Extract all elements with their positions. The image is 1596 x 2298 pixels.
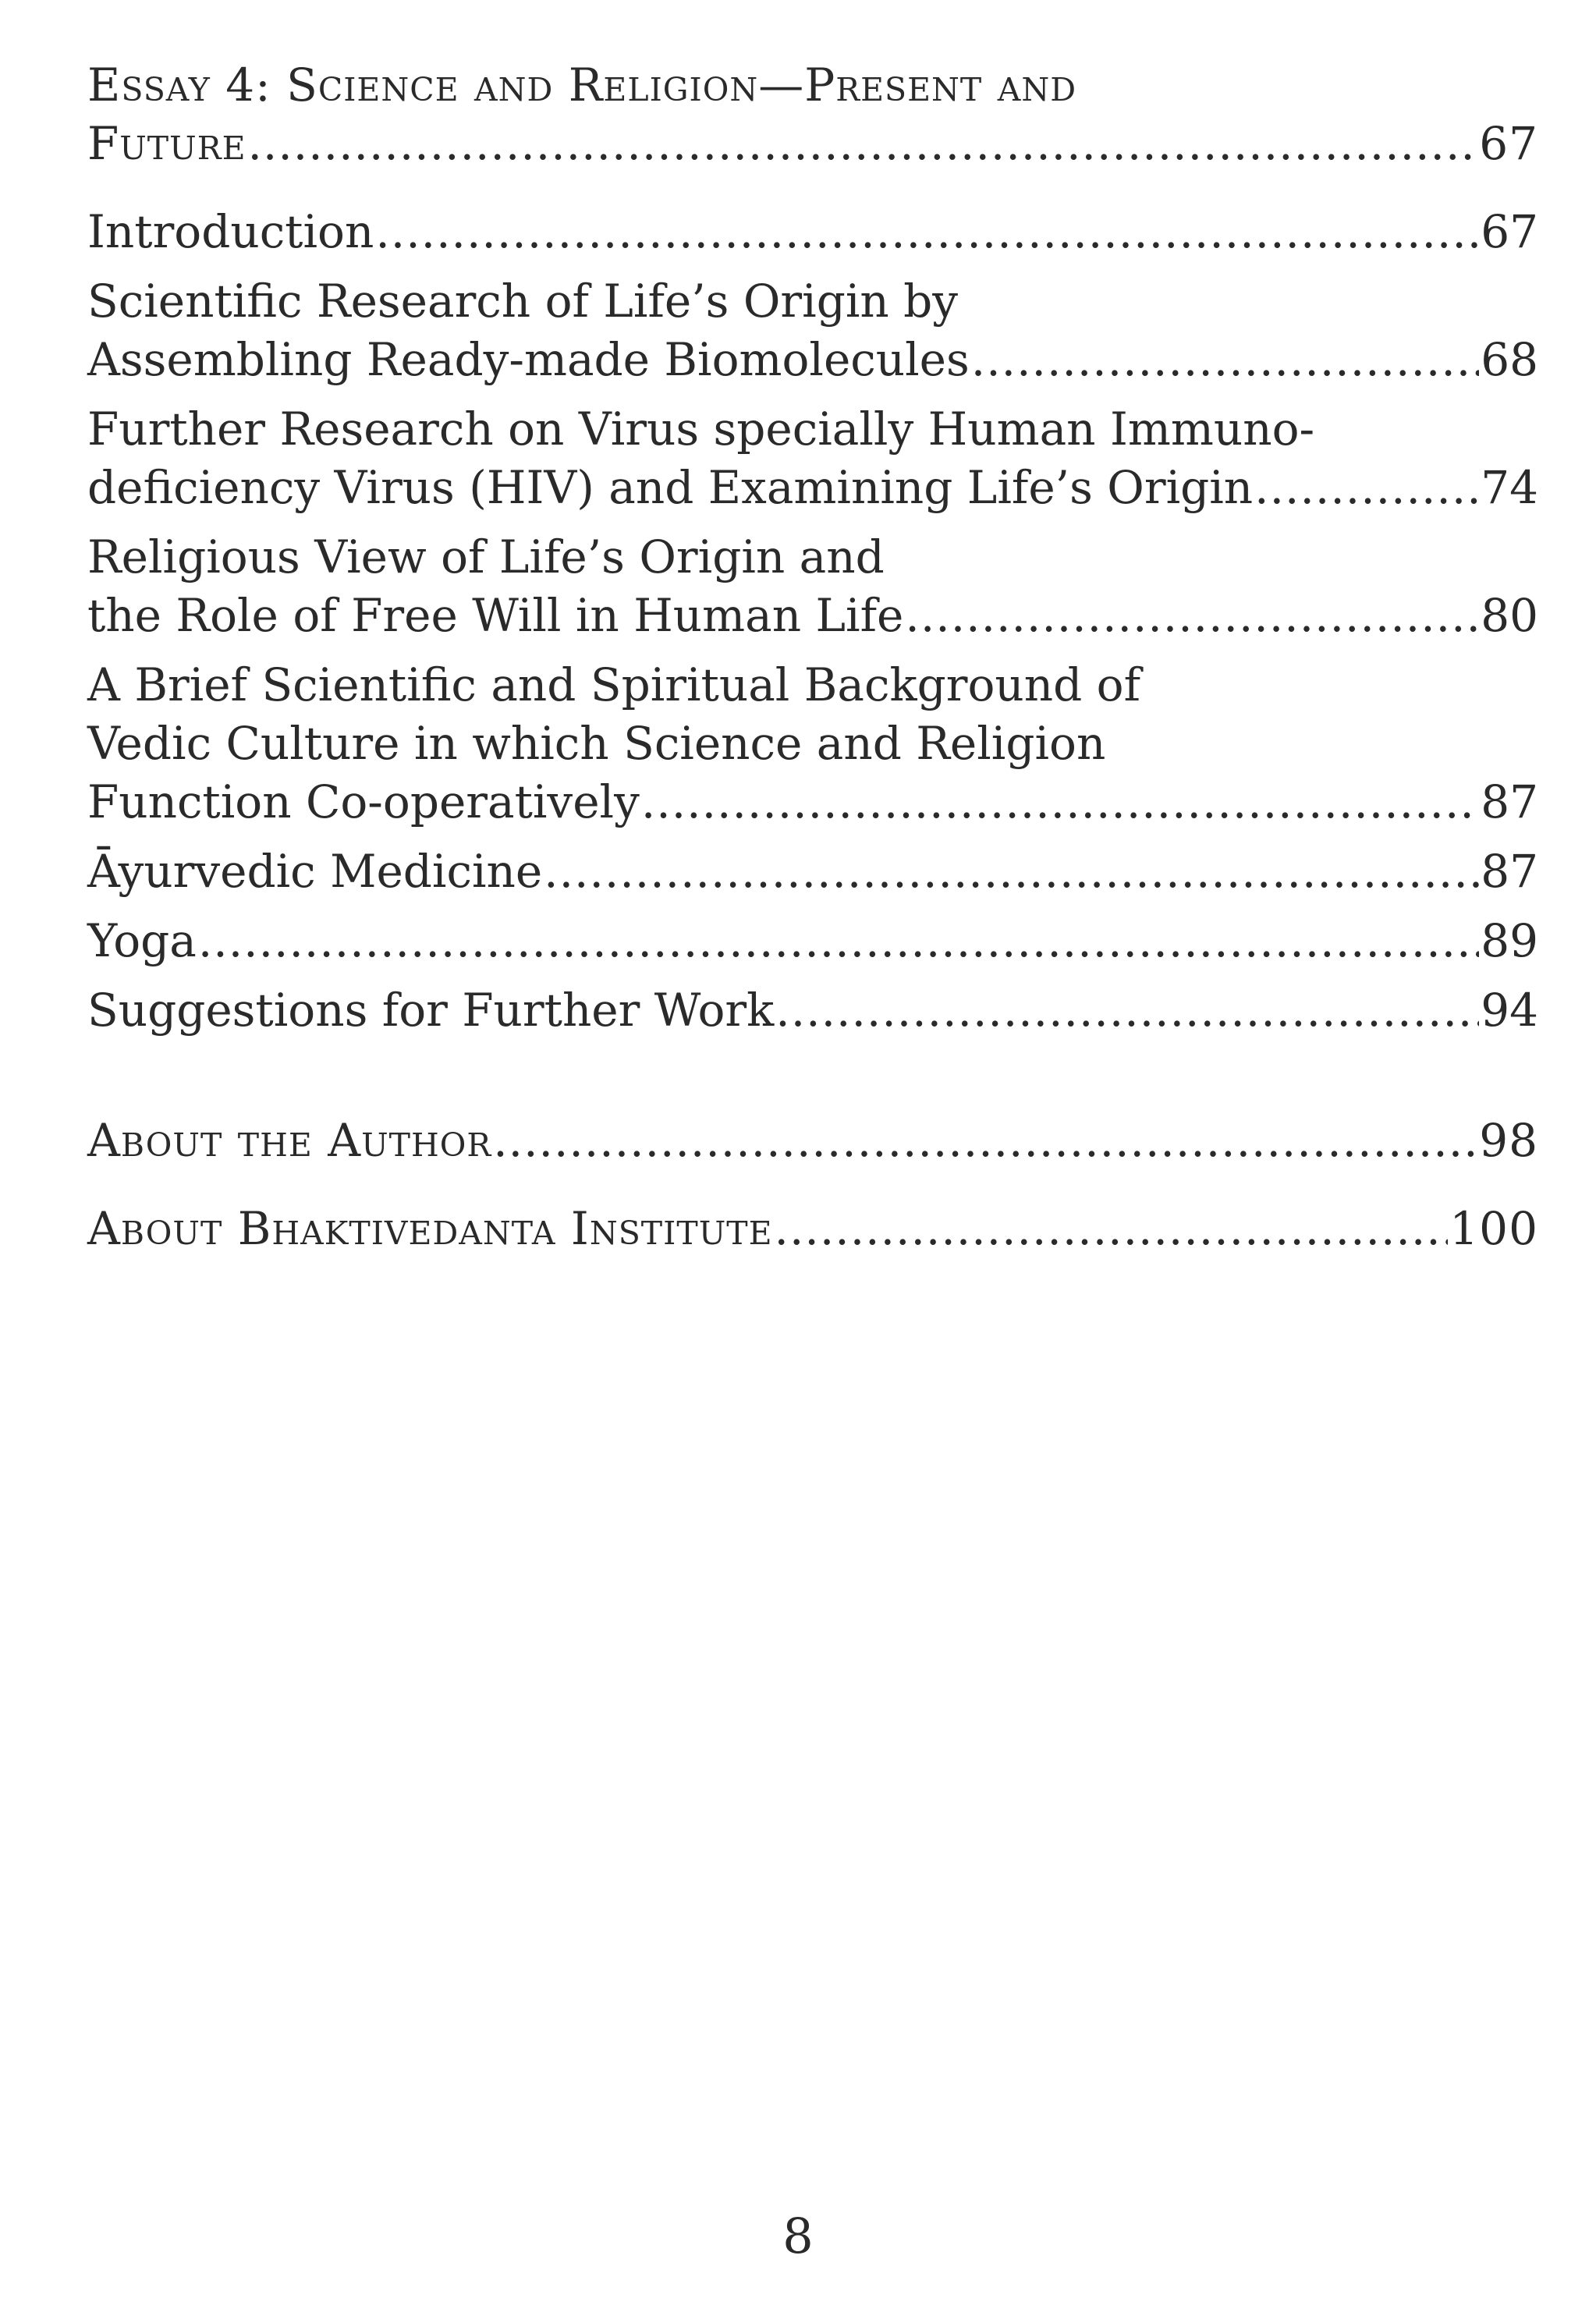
dot-leader <box>544 842 1479 901</box>
toc-entry-essay-4-title-line-1: Essay 4: Science and Religion—Present and <box>87 59 1077 112</box>
dot-leader <box>971 331 1479 389</box>
toc-entry-essay-4-page: 67 <box>1479 117 1538 170</box>
toc-entry-suggestions <box>87 981 1538 1040</box>
toc-entry-title: Further Research on Virus specially Human Immuno- <box>87 403 1315 456</box>
dot-leader <box>248 115 1478 173</box>
dot-leader <box>641 773 1479 832</box>
toc-entry-page: 98 <box>1479 1114 1538 1167</box>
toc-entry-scientific-research <box>87 272 1538 389</box>
dot-leader <box>775 981 1479 1040</box>
toc-entry-title: deficiency Virus (HIV) and Examining Life’s Origin <box>87 461 1254 514</box>
toc-entry-page: 80 <box>1481 589 1538 642</box>
toc-entry-essay-4-title-line-2: Future <box>87 117 246 170</box>
toc-entry-page: 67 <box>1481 205 1538 258</box>
dot-leader <box>775 1200 1449 1258</box>
table-of-contents <box>87 56 1538 1258</box>
toc-entry-title: Yoga <box>87 914 197 967</box>
dot-leader <box>198 912 1479 970</box>
toc-entry-title: Religious View of Life’s Origin and <box>87 530 885 583</box>
toc-entry-title: the Role of Free Will in Human Life <box>87 589 904 642</box>
toc-entry-religious-view <box>87 528 1538 645</box>
toc-entry-page: 74 <box>1481 461 1538 514</box>
toc-entry-page: 87 <box>1481 845 1538 898</box>
toc-entry-page: 89 <box>1481 914 1538 967</box>
toc-entry-title: Function Co-operatively <box>87 775 640 828</box>
toc-entry-title: A Brief Scientific and Spiritual Background of <box>87 658 1141 711</box>
toc-entry-page: 87 <box>1481 775 1538 828</box>
toc-entry-title: Assembling Ready-made Biomolecules <box>87 333 970 386</box>
toc-entry-about-author <box>87 1112 1538 1170</box>
toc-entry-title: Suggestions for Further Work <box>87 984 775 1037</box>
toc-entry-title: Āyurvedic Medicine <box>87 845 543 898</box>
toc-entry-title: Introduction <box>87 205 374 258</box>
toc-entry-title: About Bhaktivedanta Institute <box>87 1202 773 1255</box>
toc-entry-vedic-culture <box>87 656 1538 832</box>
page-number: 8 <box>782 2208 814 2264</box>
toc-entry-page: 68 <box>1481 333 1538 386</box>
toc-entry-introduction <box>87 203 1538 261</box>
dot-leader <box>1254 459 1479 517</box>
toc-entry-yoga <box>87 912 1538 970</box>
dot-leader <box>493 1112 1477 1170</box>
toc-entry-title: Scientific Research of Life’s Origin by <box>87 275 959 328</box>
toc-entry-about-institute <box>87 1200 1538 1258</box>
toc-entry-title: About the Author <box>87 1114 492 1167</box>
toc-entry-further-research-virus <box>87 400 1538 517</box>
toc-entry-page: 100 <box>1449 1202 1538 1255</box>
toc-entry-title: Vedic Culture in which Science and Religion <box>87 717 1106 770</box>
dot-leader <box>905 587 1479 645</box>
toc-entry-ayurvedic-medicine <box>87 842 1538 901</box>
dot-leader <box>375 203 1479 261</box>
toc-entry-essay-4 <box>87 56 1538 173</box>
toc-entry-page: 94 <box>1481 984 1538 1037</box>
